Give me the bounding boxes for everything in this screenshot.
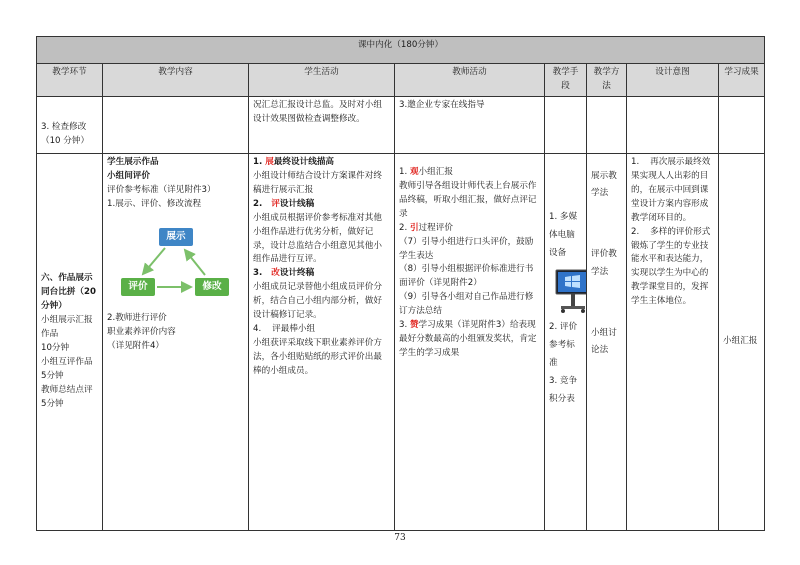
student-step-heading [253, 198, 390, 212]
teacher-step-heading [399, 222, 540, 236]
teacher-step-text: 教师引导各组设计师代表上台展示作品终稿，听取小组汇报，做好点评记录 [399, 180, 537, 219]
student-step-text: 小组设计师结合设计方案课件对终稿进行展示汇报 [253, 170, 382, 195]
teacher-step-heading [399, 166, 540, 180]
method-cell [587, 97, 627, 154]
teacher-step-text: （8）引导小组根据评价标准进行书面评价（详见附件2） [399, 264, 534, 289]
header-means: 教学手段 [545, 64, 587, 97]
arrow-revise-to-show [185, 250, 205, 275]
intent-item: 2. 多样的评价形式锻炼了学生的专业技能水平和表达能力，实现以学生为中心的教学课堂目的，发挥学生主体地位。 [631, 226, 711, 307]
step-keyword: 展 [265, 157, 274, 167]
step-title: 过程评价 [418, 222, 453, 233]
student-cell: 况汇总汇报设计总监。及时对小组设计效果图做检查调整修改。 [249, 97, 395, 154]
content-line: 评价参考标准（详见附件3） [107, 184, 216, 195]
step-keyword: 评 [271, 198, 280, 209]
teacher-step-text: （9）引导各小组对自己作品进行修订方法总结 [399, 292, 534, 317]
step-keyword: 赞 [409, 320, 419, 331]
step-title: 小组汇报 [418, 167, 453, 177]
step-title: 学习成果（详见附件3）给表现最好分数最高的小组颁发奖状，肯定学生的学习成果 [399, 320, 537, 358]
student-step-text: 小组获评采取线下职业素养评价方法，各小组贴贴纸的形式评价出最棒的小组成员。 [253, 337, 382, 376]
step-number: 2. [399, 222, 408, 233]
header-content: 教学内容 [103, 64, 249, 97]
review-cycle-diagram [121, 220, 229, 308]
cycle-node-show: 展示 [159, 228, 193, 246]
intent-cell [627, 97, 719, 154]
student-cell [249, 154, 395, 531]
stage-title: 六、作品展示同台比拼（20分钟） [41, 273, 96, 312]
teacher-cell: 3.邀企业专家在线指导 [395, 97, 545, 154]
cycle-node-review: 评价 [121, 278, 155, 296]
student-step-text: 小组成员记录替他小组成员评价分析，结合自己小组内部分析，做好设计稿修订记录。 [253, 282, 382, 321]
content-line: 1.展示、评价、修改流程 [107, 198, 202, 209]
stage-cell [37, 97, 103, 154]
table-title: 课中内化（180分钟） [37, 37, 765, 64]
step-title: 最终设计线描高 [273, 157, 335, 167]
table-row [37, 154, 765, 531]
header-teacher: 教师活动 [395, 64, 545, 97]
table-row [37, 97, 765, 154]
student-step-heading: 4. 评最棒小组 [253, 324, 316, 335]
content-subheading: 小组间评价 [107, 170, 150, 181]
content-line: 2.教师进行评价 [107, 312, 167, 323]
method-cell [587, 154, 627, 531]
means-item: 3. 竞争积分表 [549, 376, 578, 405]
method-item: 评价教学法 [591, 249, 617, 277]
intent-cell [627, 154, 719, 531]
teacher-step-text: （7）引导小组进行口头评价，鼓励学生表达 [399, 236, 534, 261]
step-number: 3. [399, 320, 408, 331]
step-number: 3. [253, 268, 263, 279]
header-stage: 教学环节 [37, 64, 103, 97]
means-item: 2. 评价参考标准 [549, 322, 578, 369]
means-cell [545, 154, 587, 531]
student-step-heading [253, 267, 390, 281]
outcome-cell [719, 97, 765, 154]
step-title: 设计线稿 [279, 198, 315, 209]
multimedia-display-icon [555, 268, 587, 314]
page-number: 73 [394, 533, 406, 543]
step-number: 2. [253, 198, 263, 209]
stage-label: 3. 检查修改 [41, 122, 87, 133]
outcome-cell: 小组汇报 [719, 154, 765, 531]
step-number: 1. [253, 157, 263, 167]
content-cell [103, 97, 249, 154]
means-item: 1. 多媒体电脑设备 [549, 212, 578, 259]
intent-item: 1. 再次展示最终效果实现人人出彩的目的，在展示中回到课堂设计方案内容形成教学闭环目的。 [631, 157, 711, 223]
stage-line: 小组互评作品5分钟 [41, 356, 93, 381]
method-item: 展示教学法 [591, 171, 617, 199]
content-heading: 学生展示作品 [107, 157, 159, 167]
method-item: 小组讨论法 [591, 327, 617, 355]
arrow-show-to-review [143, 248, 165, 274]
cycle-node-revise: 修改 [195, 278, 229, 296]
content-line: 职业素养评价内容 [107, 326, 176, 337]
step-keyword: 引 [409, 222, 419, 233]
step-title: 设计终稿 [279, 268, 315, 279]
header-student: 学生活动 [249, 64, 395, 97]
step-keyword: 改 [271, 268, 280, 279]
stage-line: 小组展示汇报作品 [41, 315, 93, 340]
student-step-text: 小组成员根据评价参考标准对其他小组作品进行优劣分析，做好记录，设计总监结合小组意见其他小组作品进行互评。 [253, 212, 382, 265]
step-number: 1. [399, 167, 408, 177]
header-intent: 设计意图 [627, 64, 719, 97]
step-keyword: 观 [409, 167, 419, 177]
lesson-plan-table [36, 36, 765, 531]
header-method: 教学方法 [587, 64, 627, 97]
stage-line: 教师总结点评5分钟 [41, 384, 93, 409]
student-step-heading [253, 156, 390, 170]
stage-duration: （10 分钟） [41, 136, 90, 147]
means-cell [545, 97, 587, 154]
content-line: （详见附件4） [107, 340, 165, 351]
teacher-cell [395, 154, 545, 531]
header-outcome: 学习成果 [719, 64, 765, 97]
stage-cell [37, 154, 103, 531]
teacher-step-heading [399, 319, 540, 361]
content-cell [103, 154, 249, 531]
stage-line: 10分钟 [41, 343, 70, 353]
